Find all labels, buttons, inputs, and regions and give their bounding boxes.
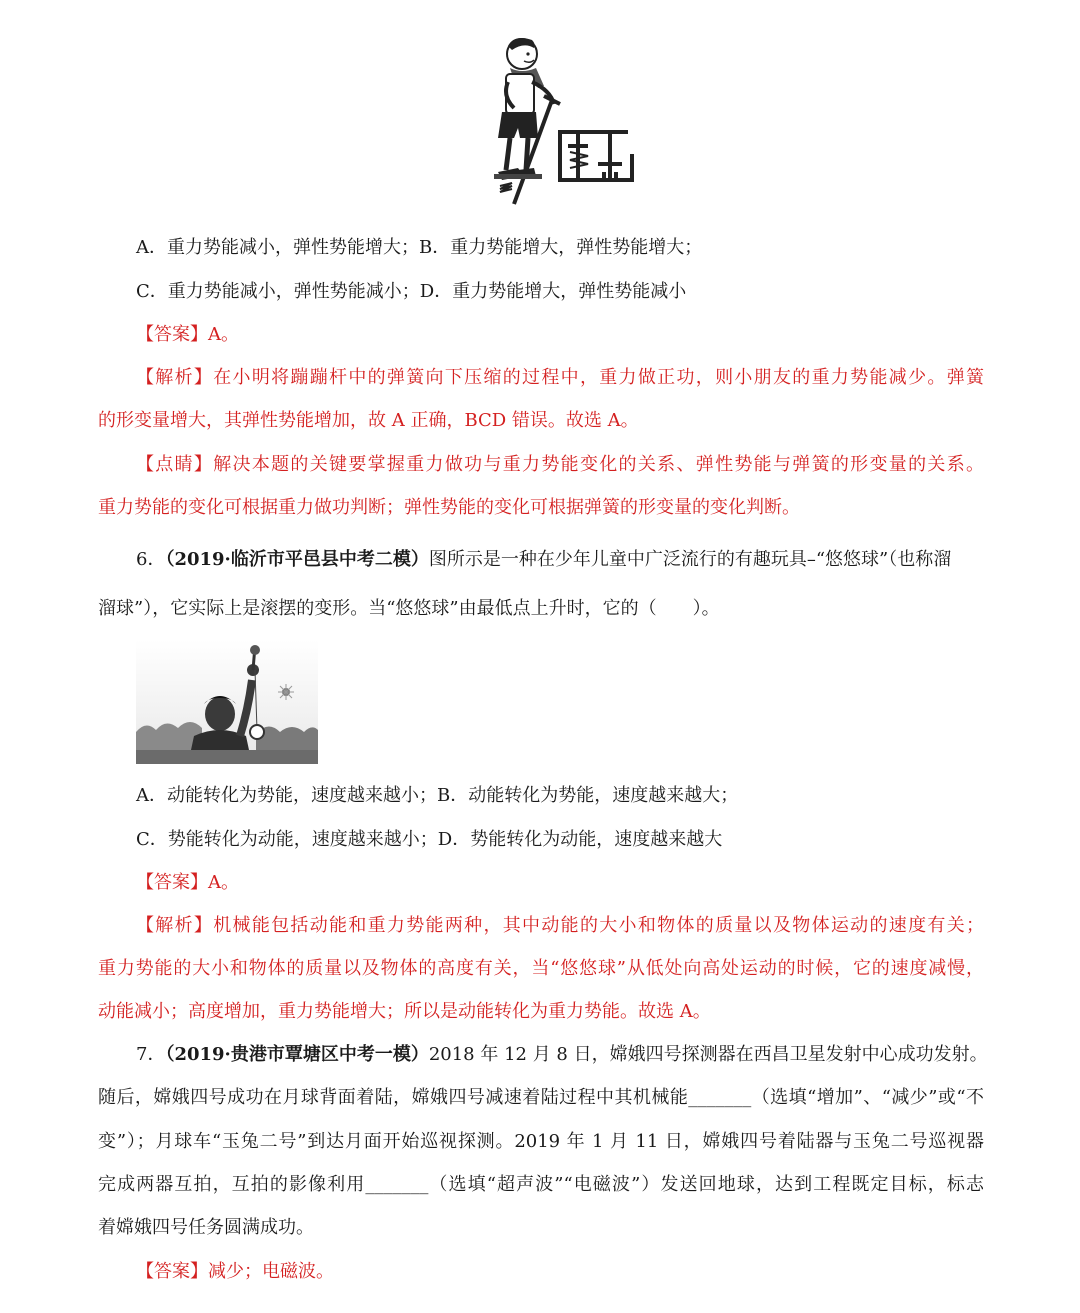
q7-stem-line-1 [136, 1043, 988, 1067]
q6-option-line-1: A．动能转化为势能，速度越来越小；B．动能转化为势能，速度越来越大； [136, 785, 739, 806]
q6-source: （2019·临沂市平邑县中考二模） [165, 549, 429, 570]
q5-answer: 【答案】A。 [136, 324, 239, 345]
pogo-stick-illustration [484, 34, 640, 214]
q7-stem-line-2: 随后，嫦娥四号成功在月球背面着陆，嫦娥四号减速着陆过程中其机械能_______（选填“增加”、“减少”或“不 [98, 1087, 984, 1108]
q5-option-line-1: A．重力势能减小，弹性势能增大；B．重力势能增大，弹性势能增大； [136, 237, 703, 258]
q6-number: 6． [136, 549, 166, 570]
q5-analysis-line-1: 【解析】在小明将蹦蹦杆中的弹簧向下压缩的过程中，重力做正功，则小朋友的重力势能减少。弹簧 [136, 367, 984, 388]
q7-stem-line-3: 变”）；月球车“玉兔二号”到达月面开始巡视探测。2019 年 1 月 11 日，嫦娥四号着陆器与玉兔二号巡视器 [98, 1131, 984, 1152]
q5-option-line-2: C．重力势能减小，弹性势能减小；D．重力势能增大，弹性势能减小 [136, 281, 687, 302]
q7-stem-line-5: 着嫦娥四号任务圆满成功。 [98, 1217, 314, 1238]
q6-stem-line-2: 溜球”），它实际上是滚摆的变形。当“悠悠球”由最低点上升时，它的（ ）。 [98, 598, 720, 619]
q6-stem-text: 图所示是一种在少年儿童中广泛流行的有趣玩具–“悠悠球”（也称溜 [428, 549, 952, 570]
q5-comment-line-2: 重力势能的变化可根据重力做功判断；弹性势能的变化可根据弹簧的形变量的变化判断。 [98, 497, 800, 518]
q7-stem-text: 2018 年 12 月 8 日，嫦娥四号探测器在西昌卫星发射中心成功发射。 [428, 1044, 988, 1065]
q6-analysis-line-2: 重力势能的大小和物体的质量以及物体的高度有关，当“悠悠球”从低处向高处运动的时候，它的速度减慢， [98, 958, 984, 979]
q7-stem-line-4: 完成两器互拍，互拍的影像利用_______（选填“超声波”“电磁波”）发送回地球，达到工程既定目标，标志 [98, 1174, 984, 1195]
q7-answer: 【答案】减少；电磁波。 [136, 1261, 334, 1282]
q5-comment-line-1: 【点睛】解决本题的关键要掌握重力做功与重力势能变化的关系、弹性势能与弹簧的形变量的关系。 [136, 454, 984, 475]
q6-stem-line-1 [136, 548, 984, 572]
q7-number: 7． [136, 1044, 166, 1065]
yoyo-photo [136, 640, 318, 764]
q6-analysis-line-3: 动能减小；高度增加，重力势能增大；所以是动能转化为重力势能。故选 A。 [98, 1001, 711, 1022]
q7-source: （2019·贵港市覃塘区中考一模） [165, 1044, 429, 1065]
q6-analysis-line-1: 【解析】机械能包括动能和重力势能两种，其中动能的大小和物体的质量以及物体运动的速度有关； [136, 915, 984, 936]
q6-option-line-2: C．势能转化为动能，速度越来越小；D．势能转化为动能，速度越来越大 [136, 829, 723, 850]
q6-answer: 【答案】A。 [136, 872, 239, 893]
q5-analysis-line-2: 的形变量增大，其弹性势能增加，故 A 正确，BCD 错误。故选 A。 [98, 410, 639, 431]
